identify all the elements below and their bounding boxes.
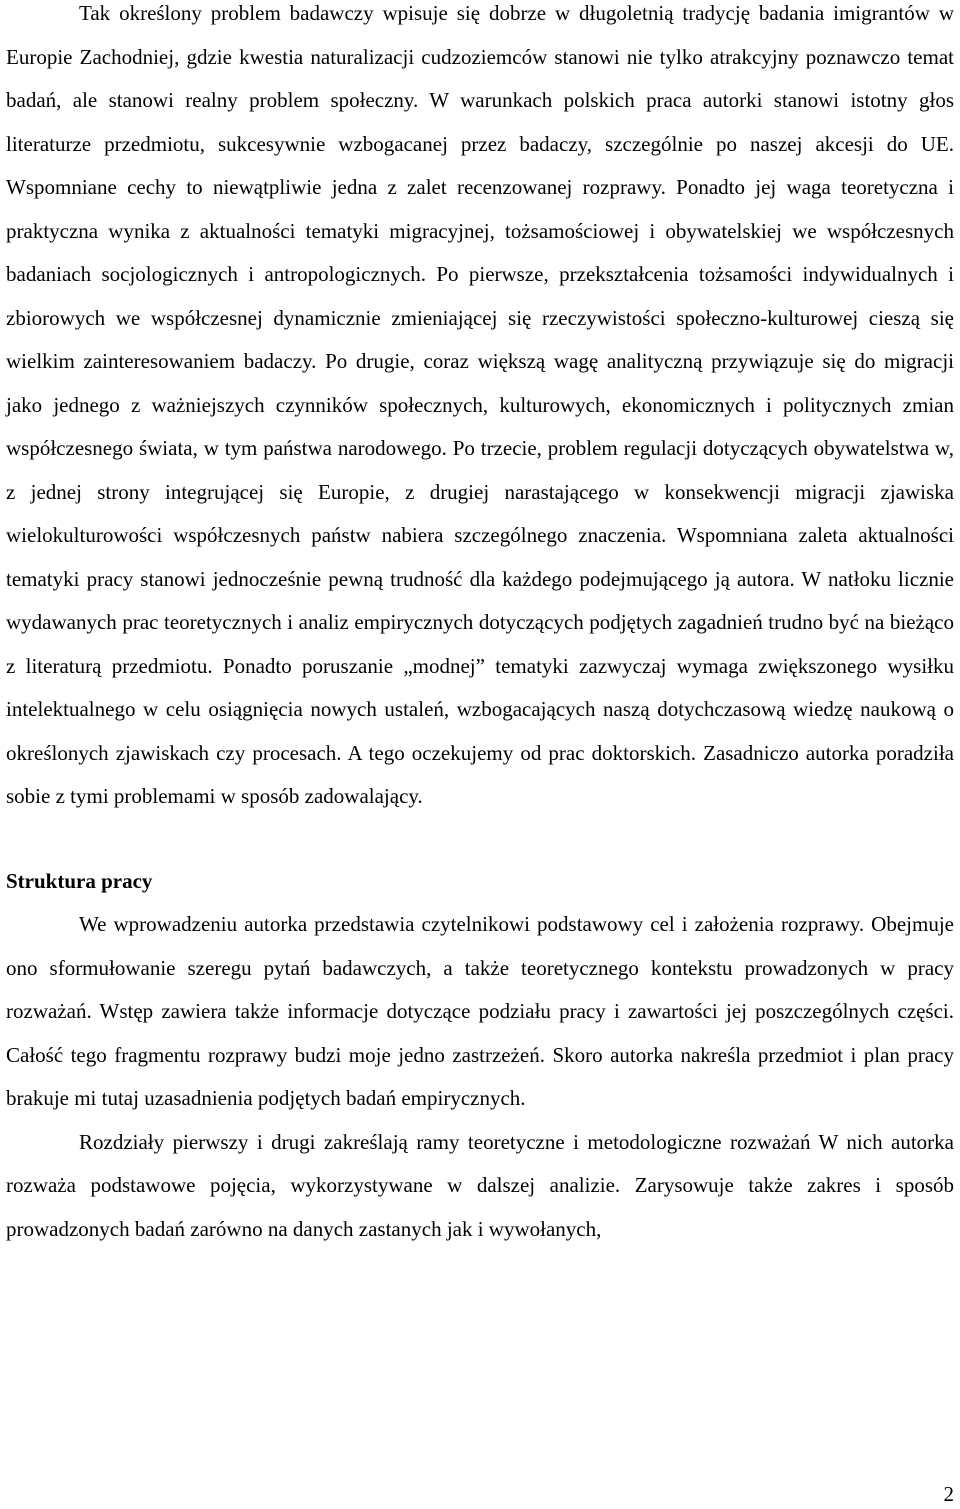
section-paragraph-2: Rozdziały pierwszy i drugi zakreślają ramy teoretyczne i metodologiczne rozważań W nich autorka rozważa podstawowe pojęcia, wykorzystywane w dalszej analizie. Zarysowuje także zakres i sposób prowadzonych badań zarówno na danych zastanych jak i wywołanych, — [6, 1129, 954, 1241]
body-paragraph-1: Tak określony problem badawczy wpisuje się dobrze w długoletnią tradycję badania imigrantów w Europie Zachodniej, gdzie kwestia naturalizacji cudzoziemców stanowi nie tylko atrakcyjny poznawczo temat badań, ale stanowi realny problem społeczny. W warunkach polskich praca autorki stanowi istotny głos literaturze przedmiotu, sukcesywnie wzbogacanej przez badaczy, szczególnie po naszej akcesji do UE. Wspomniane cechy to niewątpliwie jedna z zalet recenzowanej rozprawy. Ponadto jej waga teoretyczna i praktyczna wynika z aktualności tematyki migracyjnej, tożsamościowej i obywatelskiej we współczesnych badaniach socjologicznych i antropologicznych. Po pierwsze, przekształcenia tożsamości indywidualnych i zbiorowych we współczesnej dynamicznie zmieniającej się rzeczywistości społeczno-kulturowej cieszą się wielkim zainteresowaniem badaczy. Po drugie, coraz większą wagę analityczną przywiązuje się do migracji jako jednego z ważniejszych czynników społecznych, kulturowych, ekonomicznych i politycznych zmian współczesnego świata, w tym państwa narodowego. Po trzecie, problem regulacji dotyczących obywatelstwa w, z jednej strony integrującej się Europie, z drugiej narastającego w konsekwencji migracji zjawiska wielokulturowości współczesnych państw nabiera szczególnego znaczenia. Wspomniana zaleta aktualności tematyki pracy stanowi jednocześnie pewną trudność dla każdego podejmującego ją autora. W natłoku licznie wydawanych prac teoretycznych i analiz empirycznych dotyczących podjętych zagadnień trudno być na bieżąco z literaturą przedmiotu. Ponadto poruszanie „modnej” tematyki zazwyczaj wymaga zwiększonego wysiłku intelektualnego w celu osiągnięcia nowych ustaleń, wzbogacających naszą dotychczasową wiedzę naukową o określonych zjawiskach czy procesach. A tego oczekujemy od prac doktorskich. Zasadniczo autorka poradziła sobie z tymi problemami w sposób zadowalający. — [6, 1, 954, 808]
page-number: 2 — [943, 1482, 954, 1506]
document-body — [6, 0, 954, 1251]
section-paragraph-1: We wprowadzeniu autorka przedstawia czytelnikowi podstawowy cel i założenia rozprawy. Obejmuje ono sformułowanie szeregu pytań badawczych, a także teoretycznego kontekstu prowadzonych w pracy rozważań. Wstęp zawiera także informacje dotyczące podziału pracy i zawartości jej poszczególnych części. Całość tego fragmentu rozprawy budzi moje jedno zastrzeżeń. Skoro autorka nakreśla przedmiot i plan pracy brakuje mi tutaj uzasadnienia podjętych badań empirycznych. — [6, 912, 954, 1110]
section-heading: Struktura pracy — [6, 868, 153, 893]
